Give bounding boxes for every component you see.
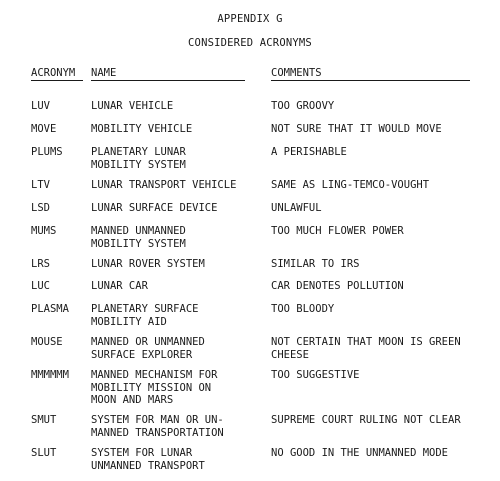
- row-name: SYSTEM FOR MAN OR UN- MANNED TRANSPORTATION: [91, 414, 224, 439]
- row-acronym: SLUT: [31, 447, 57, 459]
- row-name: PLANETARY LUNAR MOBILITY SYSTEM: [91, 146, 186, 171]
- row-acronym: MUMS: [31, 225, 57, 237]
- row-name: LUNAR SURFACE DEVICE: [91, 202, 218, 214]
- row-acronym: LSD: [31, 202, 50, 214]
- row-acronym: LRS: [31, 258, 50, 270]
- row-name: LUNAR TRANSPORT VEHICLE: [91, 179, 237, 191]
- document-subtitle: CONSIDERED ACRONYMS: [188, 37, 312, 49]
- row-comment: NOT SURE THAT IT WOULD MOVE: [271, 123, 442, 135]
- row-comment: NO GOOD IN THE UNMANNED MODE: [271, 447, 449, 459]
- row-acronym: LUC: [31, 280, 50, 292]
- row-name: SYSTEM FOR LUNAR UNMANNED TRANSPORT: [91, 447, 205, 472]
- row-comment: SIMILAR TO IRS: [271, 258, 360, 270]
- row-acronym: MOVE: [31, 123, 57, 135]
- column-header-acronym: ACRONYM: [31, 66, 83, 81]
- column-header-comments: COMMENTS: [271, 66, 470, 81]
- row-name: MANNED UNMANNED MOBILITY SYSTEM: [91, 225, 186, 250]
- column-header-name: NAME: [91, 66, 245, 81]
- row-acronym: PLUMS: [31, 146, 63, 158]
- row-comment: UNLAWFUL: [271, 202, 322, 214]
- row-comment: NOT CERTAIN THAT MOON IS GREEN CHEESE: [271, 336, 461, 361]
- row-comment: SAME AS LING-TEMCO-VOUGHT: [271, 179, 430, 191]
- appendix-title: APPENDIX G: [217, 13, 283, 25]
- row-comment: SUPREME COURT RULING NOT CLEAR: [271, 414, 461, 426]
- row-acronym: LUV: [31, 100, 50, 112]
- row-name: LUNAR VEHICLE: [91, 100, 174, 112]
- row-acronym: LTV: [31, 179, 50, 191]
- row-name: LUNAR CAR: [91, 280, 148, 292]
- row-comment: TOO SUGGESTIVE: [271, 369, 360, 381]
- row-comment: TOO MUCH FLOWER POWER: [271, 225, 404, 237]
- row-acronym: SMUT: [31, 414, 57, 426]
- row-acronym: PLASMA: [31, 303, 69, 315]
- row-comment: TOO GROOVY: [271, 100, 335, 112]
- row-comment: TOO BLOODY: [271, 303, 335, 315]
- row-name: MANNED OR UNMANNED SURFACE EXPLORER: [91, 336, 205, 361]
- row-name: PLANETARY SURFACE MOBILITY AID: [91, 303, 199, 328]
- row-comment: A PERISHABLE: [271, 146, 347, 158]
- row-name: MANNED MECHANISM FOR MOBILITY MISSION ON MOON AND MARS: [91, 369, 218, 406]
- row-acronym: MMMMMM: [31, 369, 69, 381]
- row-comment: CAR DENOTES POLLUTION: [271, 280, 404, 292]
- row-name: MOBILITY VEHICLE: [91, 123, 193, 135]
- row-acronym: MOUSE: [31, 336, 63, 348]
- row-name: LUNAR ROVER SYSTEM: [91, 258, 205, 270]
